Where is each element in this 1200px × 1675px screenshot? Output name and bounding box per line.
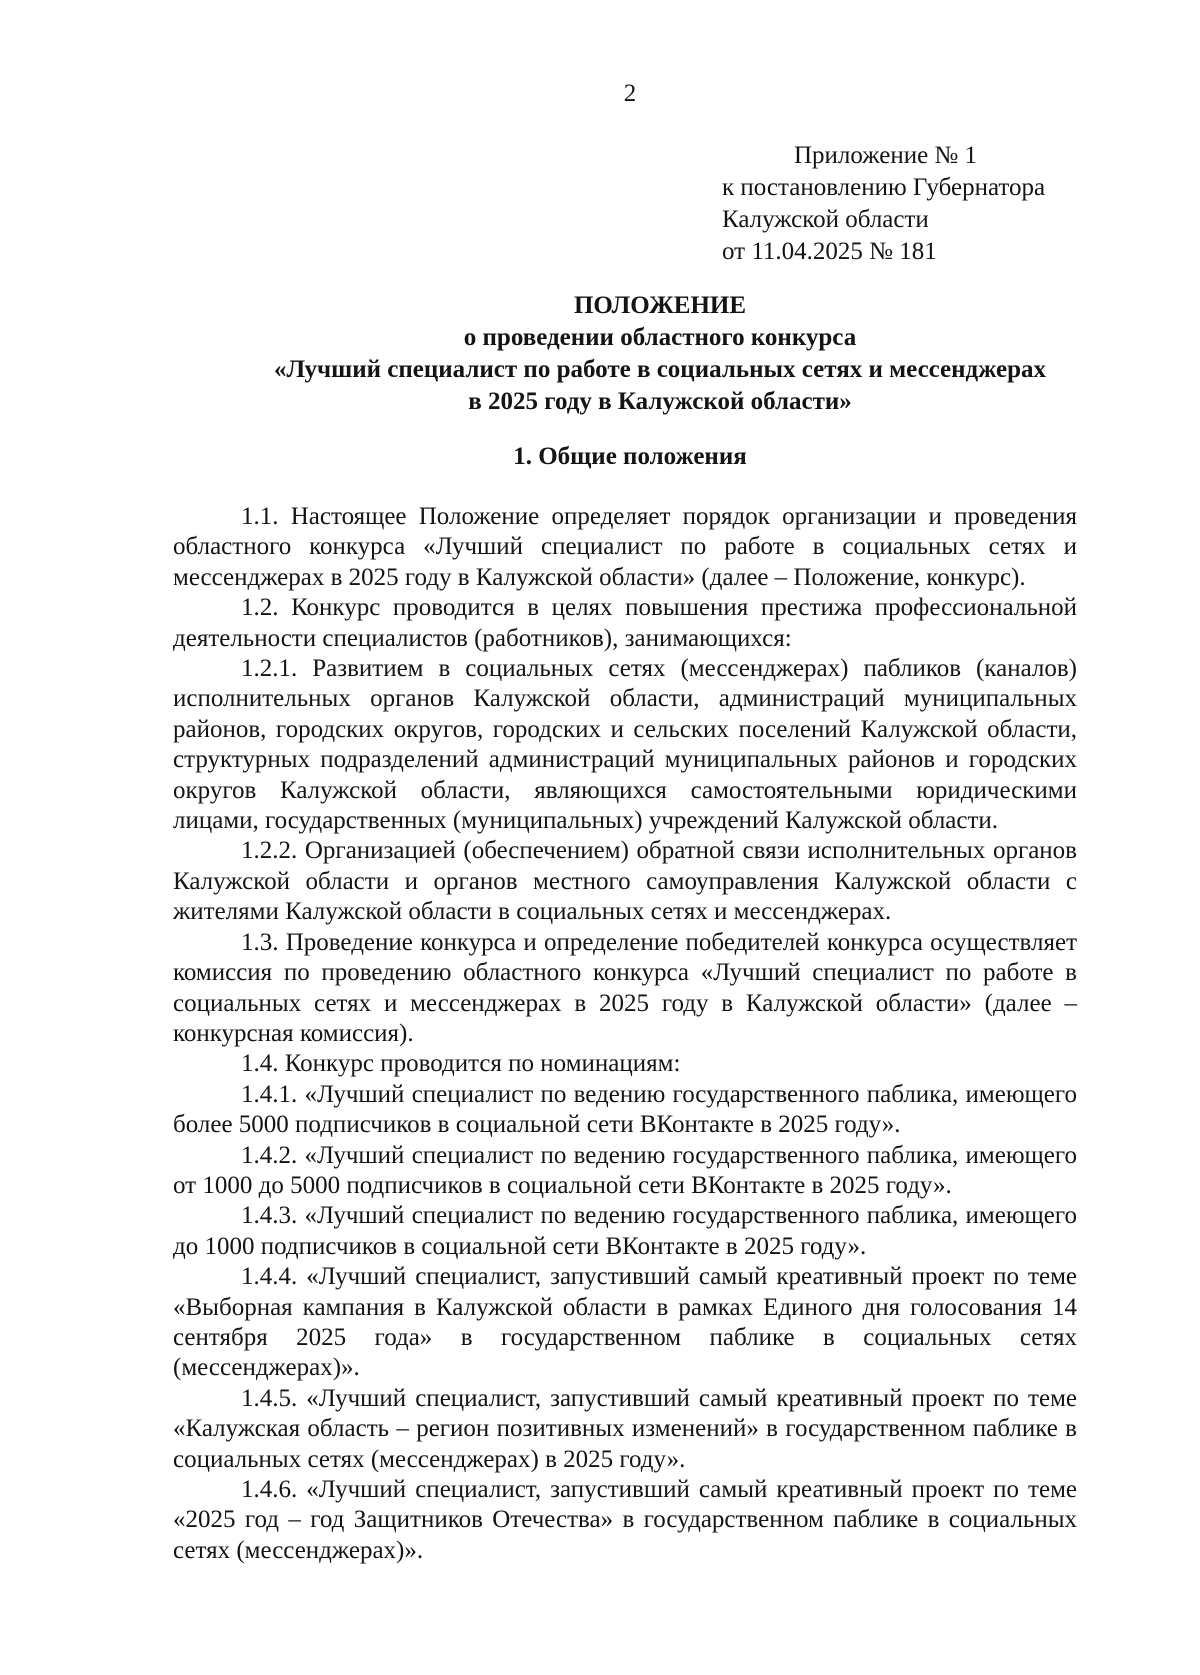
paragraph-1-1: 1.1. Настоящее Положение определяет порядок организации и проведения областного конкурса «Лучший специалист по работе в социальных сетях и мессенджерах в 2025 году в Калужской области» (далее – Положение, конкурс). [173,503,1077,591]
paragraph-1-4: 1.4. Конкурс проводится по номинациям: [241,1050,681,1078]
appendix-line-4: от 11.04.2025 № 181 [722,238,937,265]
paragraph-1-2: 1.2. Конкурс проводится в целях повышения престижа профессиональной деятельности специалистов (работников), занимающихся: [173,594,1077,652]
section-body [173,502,1077,1566]
paragraph-1-2-1: 1.2.1. Развитием в социальных сетях (мессенджерах) пабликов (каналов) исполнительных органов Калужской области, администраций муниципальных районов, городских округов, городских и сельских поселений Калужской области, структурных подразделений администраций муниципальных районов и городских округов Калужской области, являющихся самостоятельными юридическими лицами, государственных (муниципальных) учреждений Калужской области. [173,655,1077,835]
paragraph-1-3: 1.3. Проведение конкурса и определение победителей конкурса осуществляет комиссия по проведению областного конкурса «Лучший специалист по работе в социальных сетях и мессенджерах в 2025 году в Калужской области» (далее – конкурсная комиссия). [173,928,1077,1047]
title-line-1: ПОЛОЖЕНИЕ [573,292,747,319]
appendix-line-2: к постановлению Губернатора [722,174,1046,201]
paragraph-1-4-6: 1.4.6. «Лучший специалист, запустивший самый креативный проект по теме «2025 год – год Защитников Отечества» в государственном паблике в социальных сетях (мессенджерах)». [173,1476,1077,1564]
paragraph-1-4-1: 1.4.1. «Лучший специалист по ведению государственного паблика, имеющего более 5000 подписчиков в социальной сети ВКонтакте в 2025 году». [173,1080,1077,1139]
paragraph-1-2-2: 1.2.2. Организацией (обеспечением) обратной связи исполнительных органов Калужской области и органов местного самоуправления Калужской области с жителями Калужской области в социальных сетях и мессенджерах. [173,837,1077,926]
title-line-4: в 2025 году в Калужской области» [468,388,852,415]
title-line-3: «Лучший специалист по работе в социальных сетях и мессенджерах [273,356,1047,383]
section-heading: 1. Общие положения [513,443,747,470]
document-title [0,290,1200,418]
appendix-block [722,140,1045,268]
paragraph-1-4-5: 1.4.5. «Лучший специалист, запустивший самый креативный проект по теме «Калужская область – регион позитивных изменений» в государственном паблике в социальных сетях (мессенджерах) в 2025 году». [173,1384,1077,1473]
paragraph-1-4-2: 1.4.2. «Лучший специалист по ведению государственного паблика, имеющего от 1000 до 5000 подписчиков в социальной сети ВКонтакте в 2025 году». [173,1141,1077,1199]
appendix-line-3: Калужской области [722,206,929,233]
appendix-line-1: Приложение № 1 [794,142,978,169]
title-line-2: о проведении областного конкурса [463,324,857,351]
page-number: 2 [623,80,637,107]
paragraph-1-4-3: 1.4.3. «Лучший специалист по ведению государственного паблика, имеющего до 1000 подписчиков в социальной сети ВКонтакте в 2025 году». [173,1202,1077,1260]
paragraph-1-4-4: 1.4.4. «Лучший специалист, запустивший самый креативный проект по теме «Выборная кампания в Калужской области в рамках Единого дня голосования 14 сентября 2025 года» в государственном паблике в социальных сетях (мессенджерах)». [173,1263,1077,1382]
